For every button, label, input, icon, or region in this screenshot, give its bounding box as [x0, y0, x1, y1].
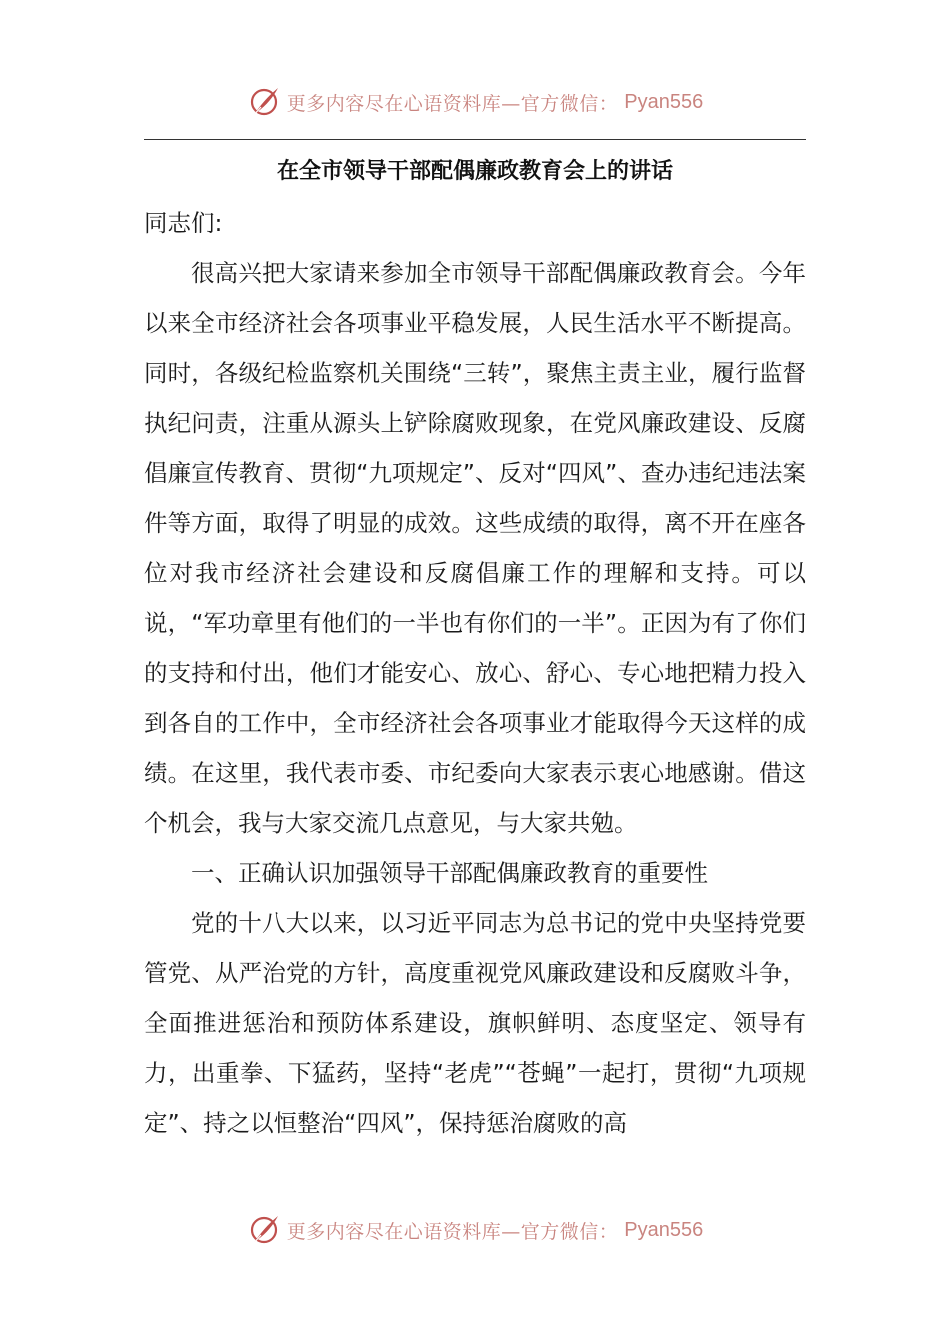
watermark-wechat-id: Pyan556 [624, 1218, 704, 1241]
paragraph-intro: 很高兴把大家请来参加全市领导干部配偶廉政教育会。今年以来全市经济社会各项事业平稳发展，人民生活水平不断提高。同时，各级纪检监察机关围绕“三转”，聚焦主责主业，履行监督执纪问责，注重从源头上铲除腐败现象，在党风廉政建设、反腐倡廉宣传教育、贯彻“九项规定”、反对“四风”、查办违纪违法案件等方面，取得了明显的成效。这些成绩的取得，离不开在座各位对我市经济社会建设和反腐倡廉工作的理解和支持。可以说，“军功章里有他们的一半也有你们的一半”。正因为有了你们的支持和付出，他们才能安心、放心、舒心、专心地把精力投入到各自的工作中，全市经济社会各项事业才能取得今天这样的成绩。在这里，我代表市委、市纪委向大家表示衷心地感谢。借这个机会，我与大家交流几点意见，与大家共勉。 [144, 259, 806, 837]
watermark-text: 更多内容尽在心语资料库—官方微信： [286, 92, 619, 115]
watermark-text: 更多内容尽在心语资料库—官方微信： [286, 1220, 619, 1243]
document-title: 在全市领导干部配偶廉政教育会上的讲话 [276, 159, 673, 184]
watermark-wechat-id: Pyan556 [624, 90, 704, 113]
footer-watermark [0, 1210, 950, 1250]
quill-logo-icon [247, 1213, 281, 1247]
document-body [144, 198, 806, 1148]
section-heading-1: 一、正确认识加强领导干部配偶廉政教育的重要性 [191, 859, 708, 887]
paragraph-section-1: 党的十八大以来，以习近平同志为总书记的党中央坚持党要管党、从严治党的方针，高度重视党风廉政建设和反腐败斗争，全面推进惩治和预防体系建设，旗帜鲜明、态度坚定、领导有力，出重拳、下猛药，坚持“老虎”“苍蝇”一起打，贯彻“九项规定”、持之以恒整治“四风”，保持惩治腐败的高 [144, 909, 806, 1137]
salutation: 同志们: [144, 209, 223, 237]
